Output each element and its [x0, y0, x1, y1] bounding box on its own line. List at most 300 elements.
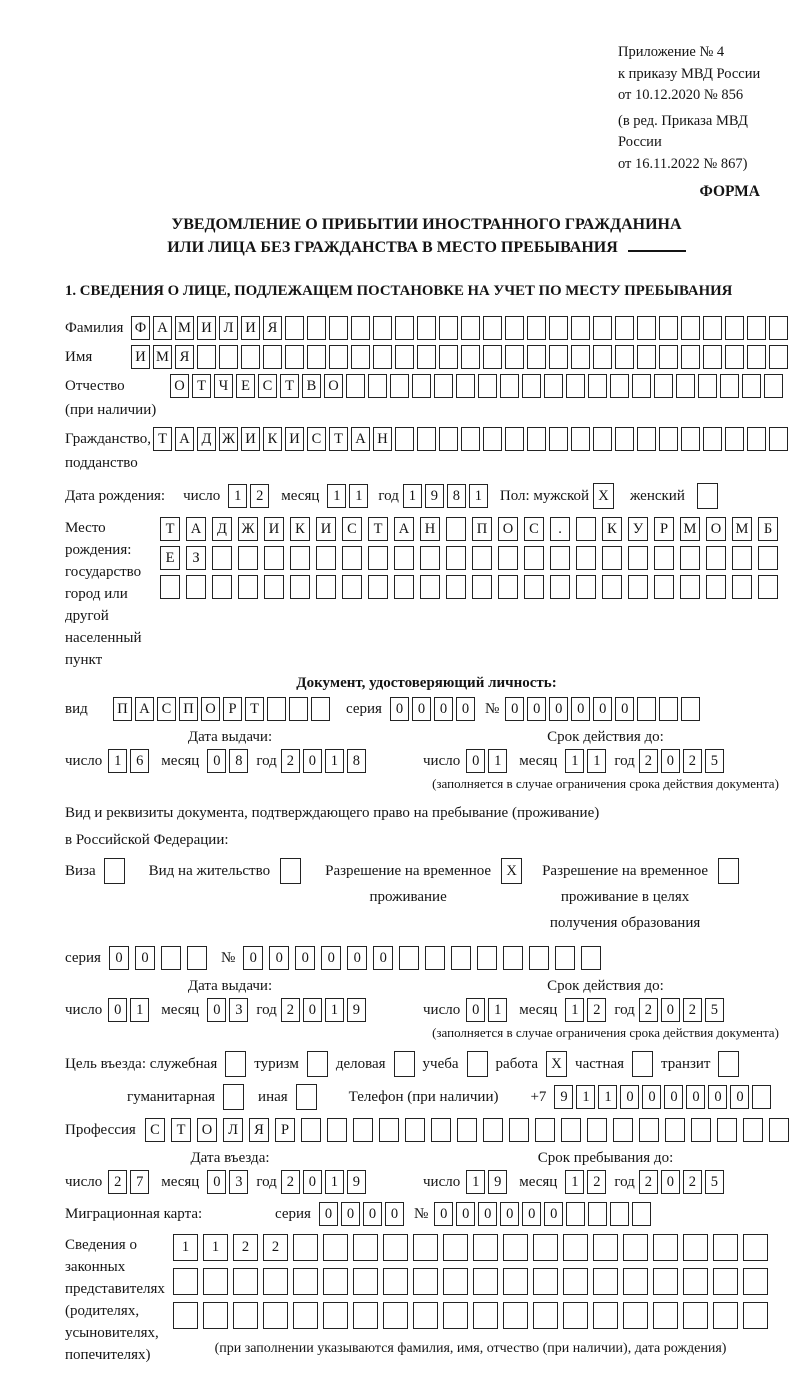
citizenship-cell: Д: [197, 427, 216, 451]
birth-day-cell: 2: [250, 484, 269, 508]
permit-valid-day-cell: 0: [466, 998, 485, 1022]
permit-valid-year-cells: [639, 998, 724, 1022]
stay-until-title: Срок пребывания до:: [537, 1150, 674, 1166]
sex-female-checkbox: [697, 483, 718, 509]
year-label: год: [378, 487, 399, 504]
representatives-cell: [353, 1234, 378, 1261]
purpose-tourism-cell: [307, 1051, 328, 1077]
name-cell: [263, 345, 282, 369]
surname-cell: И: [197, 316, 216, 340]
birth-day-cells: [228, 484, 269, 508]
permit-series-cell: 0: [135, 946, 155, 970]
patronymic-cell: [478, 374, 497, 398]
representatives-row3-cells: [173, 1302, 768, 1329]
representatives-cell: [473, 1302, 498, 1329]
representatives-cell: [593, 1268, 618, 1295]
birthplace-cell: [628, 546, 648, 570]
id-type-cells: [113, 697, 330, 721]
birthplace-cell: [394, 575, 414, 599]
representatives-cell: [383, 1268, 408, 1295]
id-number-cell: 0: [615, 697, 634, 721]
profession-cell: [431, 1118, 451, 1142]
citizenship-cell: [571, 427, 590, 451]
stay-year-cell: 0: [661, 1170, 680, 1194]
id-issue-row: [65, 749, 395, 773]
id-series-cells: [390, 697, 475, 721]
day-label: число: [423, 1001, 461, 1018]
representatives-row1-cells: [173, 1234, 768, 1261]
id-type-cell: [311, 697, 330, 721]
name-cell: [483, 345, 502, 369]
phone-cell: 1: [598, 1085, 617, 1109]
entry-day-cells: [108, 1170, 149, 1194]
field-purpose-row2: [65, 1084, 788, 1110]
surname-cell: [747, 316, 766, 340]
entry-day-cell: 2: [108, 1170, 127, 1194]
field-name: [65, 345, 788, 369]
permit-issue-title: Дата выдачи:: [187, 978, 273, 994]
permit-number-cells: [243, 946, 601, 970]
purpose-caption: Цель въезда: служебная: [65, 1055, 218, 1072]
entry-month-cell: 0: [207, 1170, 226, 1194]
birthplace-cell: [290, 546, 310, 570]
edu-permit-label-line2: проживание в целях: [560, 889, 690, 905]
entry-day-cell: 7: [130, 1170, 149, 1194]
entry-year-cell: 1: [325, 1170, 344, 1194]
profession-cell: [483, 1118, 503, 1142]
birthplace-cell: [186, 575, 206, 599]
id-doc-heading: Документ, удостоверяющий личность:: [296, 675, 557, 691]
stay-month-cells: [565, 1170, 606, 1194]
stay-until-row: [423, 1170, 788, 1194]
entry-date-title: Дата въезда:: [190, 1150, 270, 1166]
representatives-cell: [353, 1268, 378, 1295]
id-issue-year-cell: 2: [281, 749, 300, 773]
id-issue-title: Дата выдачи:: [187, 729, 273, 745]
id-valid-row: [423, 749, 788, 773]
purpose-humanitarian-label: гуманитарная: [127, 1088, 216, 1105]
phone-cell: 9: [554, 1085, 573, 1109]
birthplace-cell: [732, 546, 752, 570]
mig-number-label: №: [413, 1205, 429, 1222]
stay-year-cells: [639, 1170, 724, 1194]
birthplace-cell: З: [186, 546, 206, 570]
representatives-cell: 2: [263, 1234, 288, 1261]
day-label: число: [423, 1173, 461, 1190]
birthplace-cell: [446, 575, 466, 599]
id-type-cell: Т: [245, 697, 264, 721]
entry-year-cells: [281, 1170, 366, 1194]
profession-cell: [769, 1118, 789, 1142]
field-entry-purpose: [65, 1051, 788, 1077]
profession-cell: Р: [275, 1118, 295, 1142]
id-doc-dates: [65, 729, 788, 792]
month-label: месяц: [281, 487, 320, 504]
birthplace-label-line2: государство: [65, 564, 142, 580]
representatives-cell: [263, 1302, 288, 1329]
name-cell: [461, 345, 480, 369]
id-issue-year-cell: 8: [347, 749, 366, 773]
name-cell: [615, 345, 634, 369]
birthplace-cell: И: [264, 517, 284, 541]
citizenship-cell: И: [285, 427, 304, 451]
entry-month-cells: [207, 1170, 248, 1194]
temp-permit-checkbox-cell: X: [501, 858, 522, 884]
citizenship-cell: [637, 427, 656, 451]
day-label: число: [183, 487, 221, 504]
representatives-cell: [533, 1234, 558, 1261]
purpose-official-cell: [225, 1051, 246, 1077]
profession-cell: С: [145, 1118, 165, 1142]
patronymic-cell: [412, 374, 431, 398]
phone-cell: 0: [708, 1085, 727, 1109]
representatives-cell: [683, 1302, 708, 1329]
visa-option: [65, 858, 125, 884]
patronymic-cell: [544, 374, 563, 398]
purpose-other-checkbox: [296, 1084, 317, 1110]
birthplace-cell: [524, 575, 544, 599]
permit-valid-group: [395, 978, 788, 1041]
representatives-cell: [473, 1268, 498, 1295]
representatives-cell: [743, 1268, 768, 1295]
birth-year-cell: 9: [425, 484, 444, 508]
birthplace-cell: [550, 546, 570, 570]
birthplace-cell: Т: [368, 517, 388, 541]
representatives-cell: [383, 1302, 408, 1329]
birthplace-cell: [758, 546, 778, 570]
birthplace-cell: [368, 575, 388, 599]
name-cell: [285, 345, 304, 369]
day-label: число: [65, 1001, 103, 1018]
stay-year-cell: 2: [683, 1170, 702, 1194]
field-migration-card: [65, 1202, 788, 1226]
surname-cell: Ф: [131, 316, 150, 340]
profession-cell: [639, 1118, 659, 1142]
birth-day-cell: 1: [228, 484, 247, 508]
surname-cell: [571, 316, 590, 340]
birthplace-cell: [576, 575, 596, 599]
citizenship-cells: [153, 427, 788, 451]
birthplace-cell: [238, 546, 258, 570]
entry-year-cell: 2: [281, 1170, 300, 1194]
representatives-cell: [743, 1234, 768, 1261]
birthplace-cell: [446, 517, 466, 541]
birthplace-cell: У: [628, 517, 648, 541]
name-cell: [241, 345, 260, 369]
representatives-cell: [683, 1268, 708, 1295]
birthplace-cell: [368, 546, 388, 570]
id-type-cell: [267, 697, 286, 721]
id-number-cell: 0: [527, 697, 546, 721]
purpose-transit-label: транзит: [661, 1055, 711, 1072]
patronymic-cell: [764, 374, 783, 398]
entry-month-cell: 3: [229, 1170, 248, 1194]
citizenship-label-line2: подданство: [65, 455, 138, 471]
representatives-label: [65, 1234, 173, 1366]
representatives-cell: [533, 1302, 558, 1329]
citizenship-cell: [505, 427, 524, 451]
month-label: месяц: [519, 1001, 558, 1018]
phone-cells: [554, 1085, 771, 1109]
representatives-cell: [443, 1234, 468, 1261]
id-number-label: №: [484, 700, 500, 717]
id-valid-day-cells: [466, 749, 507, 773]
birthplace-cell: [342, 546, 362, 570]
temp-permit-label-line2: проживание: [369, 889, 447, 905]
profession-cell: Л: [223, 1118, 243, 1142]
purpose-private-label: частная: [575, 1055, 625, 1072]
citizenship-cell: К: [263, 427, 282, 451]
patronymic-cells: [170, 374, 783, 398]
name-cell: Я: [175, 345, 194, 369]
id-valid-year-cells: [639, 749, 724, 773]
citizenship-cell: [483, 427, 502, 451]
representatives-label-line2: законных: [65, 1259, 126, 1275]
surname-cell: [307, 316, 326, 340]
citizenship-cell: А: [351, 427, 370, 451]
name-cell: [219, 345, 238, 369]
birthplace-cell: [290, 575, 310, 599]
representatives-cell: [203, 1268, 228, 1295]
birthplace-cell: [602, 575, 622, 599]
representatives-cell: [473, 1234, 498, 1261]
representatives-cell: [623, 1234, 648, 1261]
mig-number-cell: [588, 1202, 607, 1226]
id-valid-group: [395, 729, 788, 792]
birthplace-cell: [706, 546, 726, 570]
doc-type-label: вид: [65, 701, 88, 717]
patronymic-label: [65, 374, 170, 422]
birthplace-cell: [394, 546, 414, 570]
phone-cell: 0: [642, 1085, 661, 1109]
temp-permit-label-line1: Разрешение на временное: [325, 863, 492, 879]
edu-permit-label: [542, 858, 708, 936]
id-series-cell: 0: [434, 697, 453, 721]
birthplace-cell: К: [290, 517, 310, 541]
id-issue-year-cell: 1: [325, 749, 344, 773]
permit-issue-year-cell: 2: [281, 998, 300, 1022]
residence-doc-options: [65, 858, 788, 936]
mig-number-cells: [434, 1202, 651, 1226]
surname-cell: Л: [219, 316, 238, 340]
mig-series-cell: 0: [341, 1202, 360, 1226]
patronymic-cell: [610, 374, 629, 398]
patronymic-cell: [632, 374, 651, 398]
permit-dates: [65, 978, 788, 1041]
id-valid-month-cell: 1: [587, 749, 606, 773]
purpose-work-checkbox: [546, 1051, 567, 1077]
stay-month-cell: 2: [587, 1170, 606, 1194]
stay-month-cell: 1: [565, 1170, 584, 1194]
birthplace-cell: [212, 575, 232, 599]
permit-series-cell: [161, 946, 181, 970]
phone-cell: 0: [730, 1085, 749, 1109]
name-cell: [747, 345, 766, 369]
mig-series-label: серия: [275, 1205, 311, 1222]
patronymic-cell: О: [324, 374, 343, 398]
permit-number-cell: [529, 946, 549, 970]
visa-checkbox: [104, 858, 125, 884]
day-label: число: [65, 1173, 103, 1190]
name-cell: [439, 345, 458, 369]
birth-month-cell: 1: [327, 484, 346, 508]
birthplace-cell: [264, 575, 284, 599]
citizenship-cell: [725, 427, 744, 451]
citizenship-cell: Т: [329, 427, 348, 451]
phone-cell: 1: [576, 1085, 595, 1109]
residence-permit-checkbox: [280, 858, 301, 884]
id-type-cell: [289, 697, 308, 721]
patronymic-cell: Т: [280, 374, 299, 398]
purpose-study-cell: [467, 1051, 488, 1077]
birthplace-cell: [472, 546, 492, 570]
representatives-label-line6: попечителях): [65, 1347, 151, 1363]
id-type-cell: П: [179, 697, 198, 721]
citizenship-label: [65, 427, 153, 475]
permit-number-cell: 0: [269, 946, 289, 970]
surname-cell: [549, 316, 568, 340]
id-number-cells: [505, 697, 700, 721]
edu-permit-label-line1: Разрешение на временное: [542, 863, 709, 879]
name-cell: [307, 345, 326, 369]
birthplace-cell: [680, 546, 700, 570]
id-valid-year-cell: 0: [661, 749, 680, 773]
mig-number-cell: [632, 1202, 651, 1226]
permit-issue-group: [65, 978, 395, 1022]
citizenship-cell: Т: [153, 427, 172, 451]
birthplace-cell: О: [706, 517, 726, 541]
patronymic-cell: С: [258, 374, 277, 398]
id-issue-month-cell: 0: [207, 749, 226, 773]
citizenship-cell: [747, 427, 766, 451]
id-issue-day-cells: [108, 749, 149, 773]
residence-doc-line2: в Российской Федерации:: [65, 832, 229, 848]
year-label: год: [256, 1173, 277, 1190]
id-issue-day-cell: 6: [130, 749, 149, 773]
permit-number-cell: 0: [295, 946, 315, 970]
id-type-cell: А: [135, 697, 154, 721]
patronymic-cell: [698, 374, 717, 398]
representatives-cell: [443, 1268, 468, 1295]
surname-cell: [351, 316, 370, 340]
field-citizenship: [65, 427, 788, 475]
year-label: год: [256, 752, 277, 769]
residence-permit-checkbox-cell: [280, 858, 301, 884]
representatives-cell: [713, 1234, 738, 1261]
section1-heading: 1. СВЕДЕНИЯ О ЛИЦЕ, ПОДЛЕЖАЩЕМ ПОСТАНОВКЕ НА УЧЕТ ПО МЕСТУ ПРЕБЫВАНИЯ: [65, 283, 733, 299]
surname-cell: [461, 316, 480, 340]
representatives-cell: [593, 1234, 618, 1261]
surname-cell: [769, 316, 788, 340]
representatives-cell: [443, 1302, 468, 1329]
month-label: месяц: [519, 1173, 558, 1190]
patronymic-cell: [566, 374, 585, 398]
id-type-cell: П: [113, 697, 132, 721]
mig-number-cell: 0: [456, 1202, 475, 1226]
birthplace-cell: П: [472, 517, 492, 541]
residence-doc-line1: Вид и реквизиты документа, подтверждающего право на пребывание (проживание): [65, 805, 600, 821]
id-valid-year-cell: 2: [639, 749, 658, 773]
birthplace-cell: А: [394, 517, 414, 541]
profession-cell: [327, 1118, 347, 1142]
purpose-tourism-label: туризм: [254, 1055, 299, 1072]
permit-number-label: №: [220, 949, 236, 966]
id-number-cell: 0: [549, 697, 568, 721]
birthplace-label-line4: населенный пункт: [65, 630, 142, 668]
birthplace-row3-cells: [160, 575, 778, 599]
id-valid-day-cell: 0: [466, 749, 485, 773]
field-patronymic: [65, 374, 788, 422]
permit-issue-year-cell: 9: [347, 998, 366, 1022]
representatives-cell: [173, 1268, 198, 1295]
phone-cell: 0: [664, 1085, 683, 1109]
profession-cell: [665, 1118, 685, 1142]
representatives-cell: [563, 1234, 588, 1261]
patronymic-cell: В: [302, 374, 321, 398]
surname-cell: [329, 316, 348, 340]
profession-cell: [587, 1118, 607, 1142]
surname-cell: [373, 316, 392, 340]
stay-until-group: [395, 1150, 788, 1194]
name-cell: [373, 345, 392, 369]
name-cell: [505, 345, 524, 369]
patronymic-cell: Ч: [214, 374, 233, 398]
birthplace-cell: [420, 575, 440, 599]
birthplace-cell: [498, 546, 518, 570]
name-cell: [637, 345, 656, 369]
representatives-cell: [263, 1268, 288, 1295]
residence-permit-option: [149, 858, 301, 884]
citizenship-cell: [769, 427, 788, 451]
birthplace-cell: [238, 575, 258, 599]
citizenship-cell: [461, 427, 480, 451]
birth-month-cells: [327, 484, 368, 508]
mig-number-cell: 0: [434, 1202, 453, 1226]
phone-cell: 0: [686, 1085, 705, 1109]
representatives-cell: [503, 1268, 528, 1295]
representatives-cell: [503, 1234, 528, 1261]
birthplace-row1-cells: [160, 517, 778, 541]
edu-permit-option: [542, 858, 739, 936]
birth-month-cell: 1: [349, 484, 368, 508]
birthplace-cell: [316, 546, 336, 570]
mig-series-cell: 0: [319, 1202, 338, 1226]
representatives-cell: [233, 1302, 258, 1329]
representatives-cell: [413, 1302, 438, 1329]
name-cell: [659, 345, 678, 369]
id-series-label: серия: [346, 700, 382, 717]
birthplace-cell: [576, 517, 596, 541]
birth-year-cell: 8: [447, 484, 466, 508]
mig-series-cells: [319, 1202, 404, 1226]
citizenship-cell: [439, 427, 458, 451]
name-cells: [131, 345, 788, 369]
representatives-cell: [293, 1302, 318, 1329]
permit-number-cell: 0: [347, 946, 367, 970]
name-cell: [571, 345, 590, 369]
name-cell: И: [131, 345, 150, 369]
id-issue-day-cell: 1: [108, 749, 127, 773]
birth-date-label: Дата рождения:: [65, 487, 166, 504]
citizenship-label-line1: Гражданство,: [65, 431, 152, 447]
citizenship-cell: [417, 427, 436, 451]
profession-cell: [457, 1118, 477, 1142]
mig-series-cell: 0: [363, 1202, 382, 1226]
permit-issue-day-cell: 1: [130, 998, 149, 1022]
field-id-doc: [65, 697, 788, 721]
permit-number-cell: [451, 946, 471, 970]
citizenship-cell: [527, 427, 546, 451]
